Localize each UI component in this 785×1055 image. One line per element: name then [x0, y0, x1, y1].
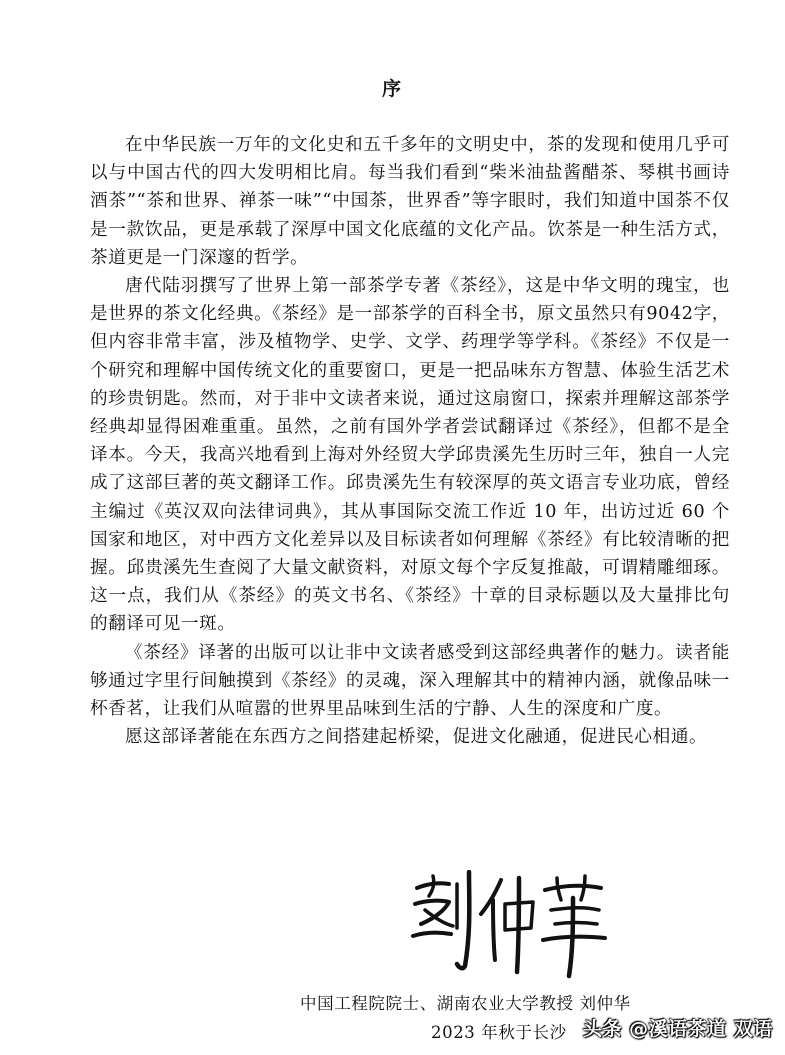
author-affiliation: 中国工程院院士、湖南农业大学教授 刘仲华: [300, 994, 631, 1013]
handwritten-signature: [405, 870, 610, 980]
paragraph: 《茶经》译著的出版可以让非中文读者感受到这部经典著作的魅力。读者能够通过字里行间触摸到《茶经》的灵魂，深入理解其中的精神内涵，就像品味一杯香茗，让我们从喧嚣的世界里品味到生活的宁静、人生的深度和广度。: [90, 642, 730, 720]
paragraph: 唐代陆羽撰写了世界上第一部茶学专著《茶经》，这是中华文明的瑰宝，也是世界的茶文化经典。《茶经》是一部茶学的百科全书，原文虽然只有9042字，但内容非常丰富，涉及植物学、史学、文学、药理学等学科。《茶经》不仅是一个研究和理解中国传统文化的重要窗口，更是一把品味东方智慧、体验生活艺术的珍贵钥匙。然而，对于非中文读者来说，通过这扇窗口，探索并理解这部茶学经典却显得困难重重。虽然，之前有国外学者尝试翻译过《茶经》，但都不是全译本。今天，我高兴地看到上海对外经贸大学邱贵溪先生历时三年，独自一人完成了这部巨著的英文翻译工作。邱贵溪先生有较深厚的英文语言专业功底，曾经主编过《英汉双向法律词典》，其从事国际交流工作近 10 年，出访过近 60 个国家和地区，对中西方文化差异以及目标读者如何理解《茶经》有比较清晰的把握。邱贵溪先生查阅了大量文献资料，对原文每个字反复推敲，可谓精雕细琢。这一点，我们从《茶经》的英文书名、《茶经》十章的目录标题以及大量排比句的翻译可见一斑。: [90, 276, 730, 635]
paragraph: 愿这部译著能在东西方之间搭建起桥梁，促进文化融通，促进民心相通。: [125, 727, 708, 748]
watermark: 头条 @溪语茶道 双语: [583, 1018, 773, 1040]
page-title: 序: [381, 78, 403, 100]
preface-body: [90, 131, 730, 751]
paragraph: 在中华民族一万年的文化史和五千多年的文明史中，茶的发现和使用几乎可以与中国古代的四大发明相比肩。每当我们看到“柴米油盐酱醋茶、琴棋书画诗酒茶”“茶和世界、禅茶一味”“中国茶，世界香”等字眼时，我们知道中国茶不仅是一款饮品，更是承载了深厚中国文化底蕴的文化产品。饮茶是一种生活方式，茶道更是一门深邃的哲学。: [90, 135, 730, 268]
date-place: 2023 年秋于长沙: [431, 1023, 567, 1042]
